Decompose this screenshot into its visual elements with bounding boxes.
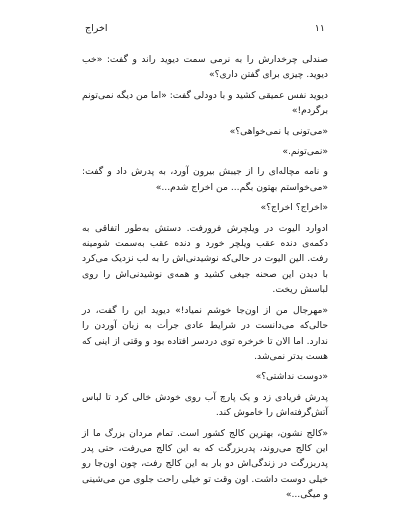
page-number: ۱۱ (314, 23, 325, 34)
paragraph: «دوست نداشتی؟» (255, 371, 328, 383)
paragraph: «مهرجال من از اون‌جا خوشم نمیاد!» دیوید این را گفت، در حالی‌که می‌دانست در شرایط عادی جرأت به زبان آوردن را ندارد. اما الان تا خرخره توی دردسر افتاده بود و وقتی از اینی که هست بدتر نمی‌شد. (82, 304, 328, 362)
paragraph: «نمی‌تونم.» (282, 146, 328, 158)
body-text (82, 52, 328, 508)
paragraph: دیوید نفس عمیقی کشید و با دودلی گفت: «اما من دیگه نمی‌تونم برگردم!» (82, 89, 328, 117)
paragraph: ادوارد الیوت در ویلچرش فرورفت. دستش به‌طور اتفاقی به دکمه‌ی دنده عقب ویلچر خورد و دنده عقب به‌سمت شومینه رفت. الین الیوت در حالی‌که نوشیدنی‌اش را به لب نزدیک می‌کرد با دیدن این صحنه جیغی کشید و همه‌ی نوشیدنی‌اش را روی لباسش ریخت. (82, 222, 328, 296)
paragraph: «اخراج؟ اخراج؟» (260, 202, 328, 214)
paragraph: پدرش فریادی زد و یک پارچ آب روی خودش خالی کرد تا لباس آتش‌گرفته‌اش را خاموش کند. (82, 391, 328, 419)
paragraph: و نامه مچاله‌ای را از جیبش بیرون آورد، به پدرش داد و گفت: «می‌خواستم بهتون بگم... من اخراج شدم...» (82, 166, 328, 193)
paragraph: «می‌تونی یا نمی‌خواهی؟» (229, 125, 328, 137)
chapter-title: اخراج (85, 23, 108, 34)
paragraph: «کالج نشون، بهترین کالج کشور است. تمام مردان بزرگ ما از این کالج می‌روند، پدربزرگت که به این کالج می‌رفت، حتی پدر پدربزرگت در زندگی‌اش دو بار به این کالج رفت، چون اون‌جا رو خیلی دوست داشت. اون وقت تو خیلی راحت جلوی من می‌شینی و میگی...» (82, 427, 328, 501)
paragraph: صندلی چرخدارش را به نرمی سمت دیوید راند و گفت: «خب دیوید. چیزی برای گفتن داری؟» (82, 54, 328, 81)
running-header (85, 22, 325, 36)
